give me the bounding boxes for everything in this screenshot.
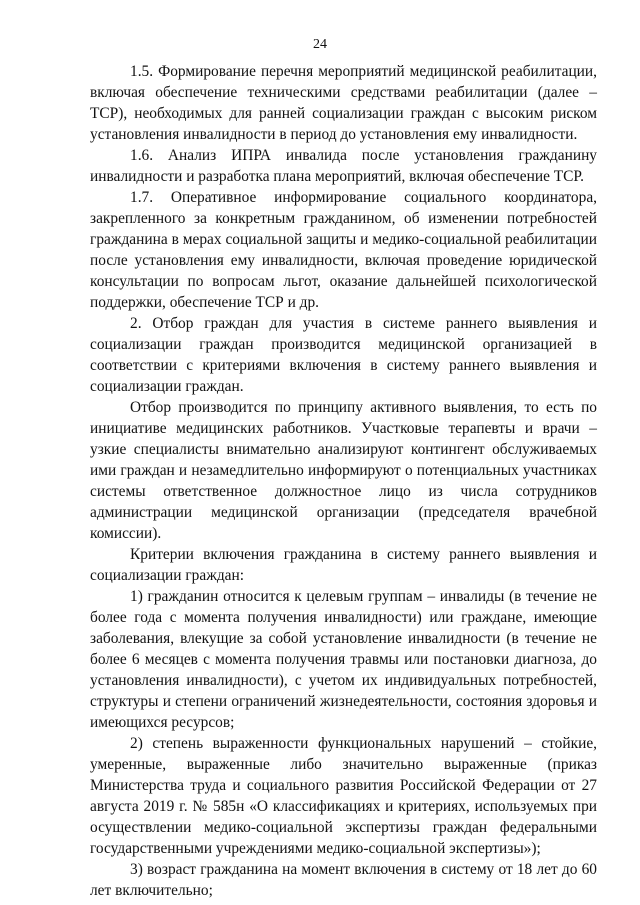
criteria-item-3: 3) возраст гражданина на момент включения в систему от 18 лет до 60 лет включительно; [90, 861, 597, 899]
criteria-item-2: 2) степень выраженности функциональных нарушений – стойкие, умеренные, выраженные либо значительно выраженные (приказ Министерства труда и социального развития Российской Федерации от 27 августа 2019 г. № 585н «О классификациях и критериях, используемых при осуществлении медико-социальной экспертизы граждан федеральными государственными учреждениями медико-социальной экспертизы»); [90, 735, 597, 857]
criteria-item-1: 1) гражданин относится к целевым группам – инвалиды (в течение не более года с момента получения инвалидности) или граждане, имеющие заболевания, влекущие за собой установление инвалидности (в течение не более 6 месяцев с момента получения травмы или постановки диагноза, до установления инвалидности), с учетом их индивидуальных потребностей, структуры и степени ограничений жизнедеятельности, состояния здоровья и имеющихся ресурсов; [90, 588, 597, 731]
paragraph-selection-principle: Отбор производится по принципу активного выявления, то есть по инициативе медицинских работников. Участковые терапевты и врачи – узкие специалисты внимательно анализируют контингент обслуживаемых ими граждан и незамедлительно информируют о потенциальных участниках системы ответственное должностное лицо из числа сотрудников администрации медицинской организации (председателя врачебной комиссии). [90, 399, 597, 542]
paragraph-criteria-heading: Критерии включения гражданина в систему раннего выявления и социализации граждан: [90, 546, 597, 584]
page-number: 24 [313, 37, 327, 52]
body-text [90, 61, 597, 901]
paragraph-1-5: 1.5. Формирование перечня мероприятий медицинской реабилитации, включая обеспечение техническими средствами реабилитации (далее – ТСР), необходимых для ранней социализации граждан с высоким риском установления инвалидности в период до установления ему инвалидности. [90, 63, 597, 143]
paragraph-1-7: 1.7. Оперативное информирование социального координатора, закрепленного за конкретным гражданином, об изменении потребностей гражданина в мерах социальной защиты и медико-социальной реабилитации после установления ему инвалидности, включая проведение юридической консультации по вопросам льгот, оказание дальнейшей психологической поддержки, обеспечение ТСР и др. [90, 189, 597, 311]
paragraph-2: 2. Отбор граждан для участия в системе раннего выявления и социализации граждан производится медицинской организацией в соответствии с критериями включения в систему раннего выявления и социализации граждан. [90, 315, 597, 395]
paragraph-1-6: 1.6. Анализ ИПРА инвалида после установления гражданину инвалидности и разработка плана мероприятий, включая обеспечение ТСР. [90, 147, 597, 185]
